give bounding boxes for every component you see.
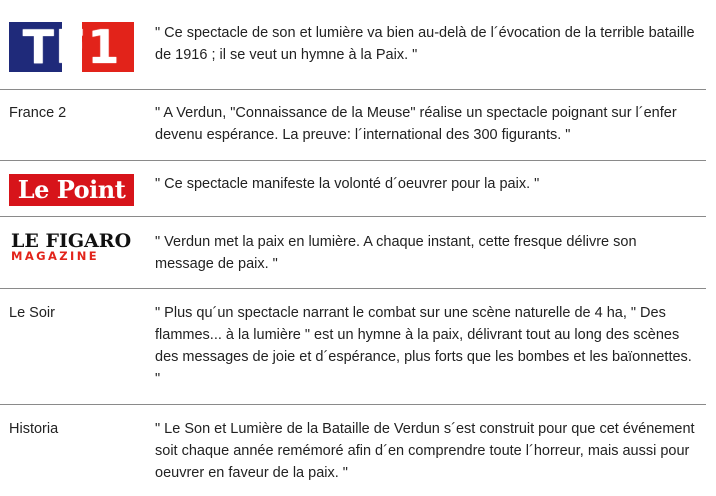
quote-text: " Le Son et Lumière de la Bataille de Verdun s´est construit pour que cet événement soit chaque année remémoré afin d´en comprendre toute l´horreur, mais aussi pour oeuvrer en faveur de la paix. " — [155, 421, 695, 481]
source-name: Historia — [9, 421, 59, 437]
quote-text: " Plus qu´un spectacle narrant le combat sur une scène naturelle de 4 ha, " Des flammes... à la lumière " est un hymne à la paix, délivrant tout au long des scènes des messages de joie et d´espérance, plus forts que les bombes et les baïonnettes. " — [155, 305, 692, 387]
tf1-logo — [9, 22, 134, 72]
source-cell — [0, 418, 155, 484]
row-divider — [0, 89, 706, 90]
row-divider — [0, 404, 706, 405]
source-cell — [0, 231, 155, 275]
press-row-lepoint — [0, 173, 706, 204]
press-row-figaro — [0, 231, 706, 275]
source-cell — [0, 302, 155, 390]
press-row-historia — [0, 418, 706, 484]
source-name: Le Soir — [9, 305, 55, 321]
press-row-lesoir — [0, 302, 706, 390]
quote-text: " Verdun met la paix en lumière. A chaque instant, cette fresque délivre son message de paix. " — [155, 234, 637, 272]
source-cell — [0, 102, 155, 146]
row-divider — [0, 216, 706, 217]
figaro-magazine-logo — [11, 232, 133, 262]
figaro-logo-bottom: MAGAZINE — [11, 249, 99, 263]
source-cell — [0, 173, 155, 204]
quote-text: " Ce spectacle de son et lumière va bien au-delà de l´évocation de la terrible bataille de 1916 ; il se veut un hymne à la Paix. " — [155, 25, 695, 63]
press-row-tf1 — [0, 22, 706, 72]
source-name: France 2 — [9, 105, 67, 121]
figaro-logo-top: LE FIGARO — [11, 230, 132, 252]
row-divider — [0, 288, 706, 289]
row-divider — [0, 160, 706, 161]
tf1-logo-text: TF1 — [22, 22, 121, 72]
quote-text: " A Verdun, "Connaissance de la Meuse" réalise un spectacle poignant sur l´enfer devenu espérance. La preuve: l´international des 300 figurants. " — [155, 105, 677, 143]
lepoint-logo: Le Point — [9, 174, 134, 206]
source-cell — [0, 22, 155, 72]
press-row-france2 — [0, 102, 706, 146]
quote-text: " Ce spectacle manifeste la volonté d´oeuvrer pour la paix. " — [155, 176, 540, 192]
